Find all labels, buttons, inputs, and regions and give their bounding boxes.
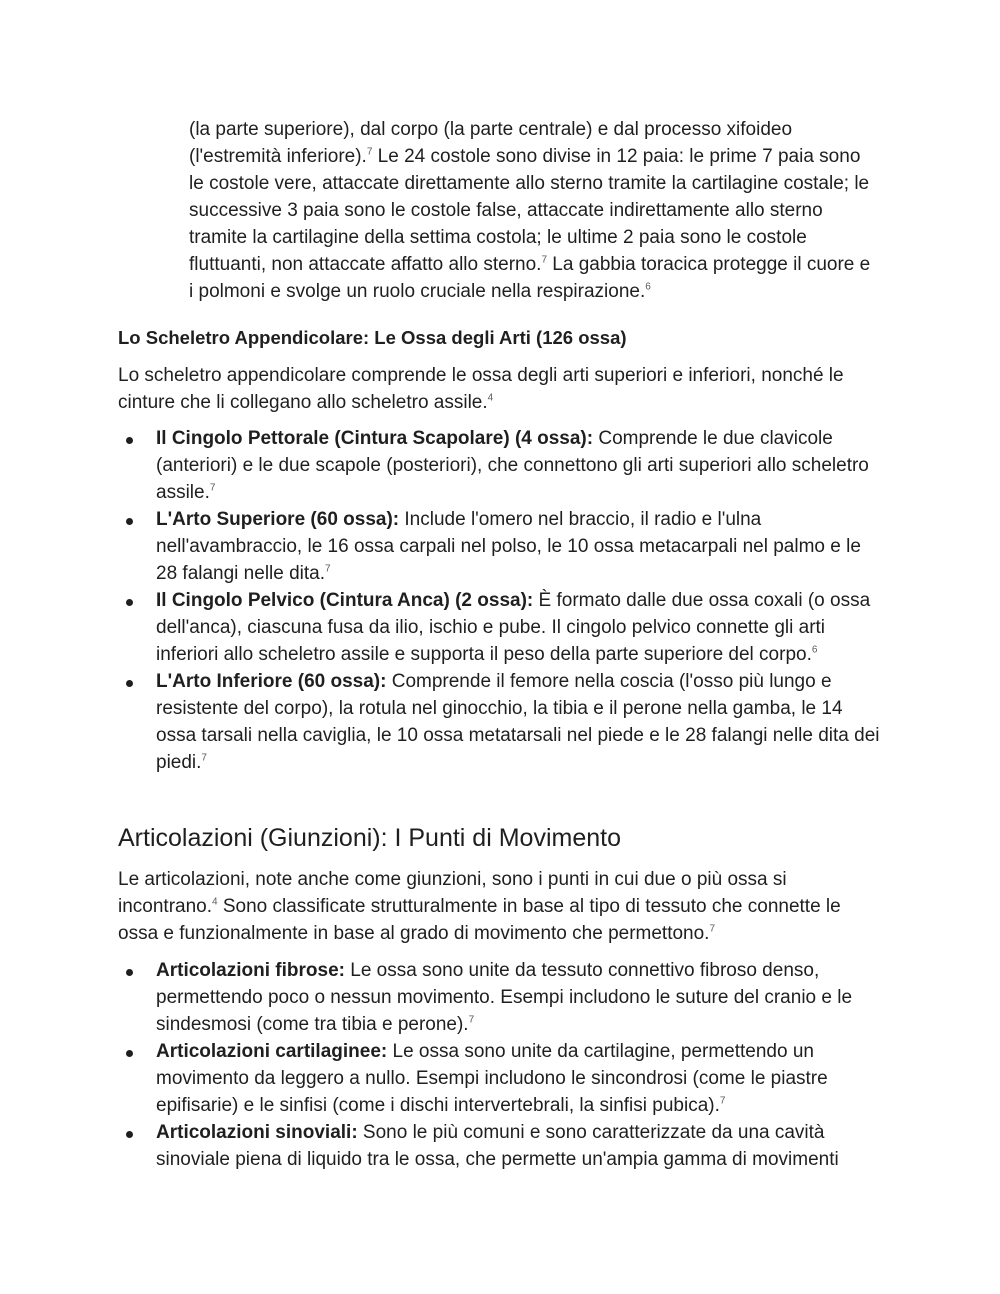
paragraph-text: Le articolazioni, note anche come giunzioni, sono i punti in cui due o più ossa si incontrano. (118, 869, 787, 917)
bullet-icon (126, 969, 133, 976)
item-text: Le ossa sono unite da tessuto connettivo fibroso denso, permettendo poco o nessun movimento. Esempi includono le suture del cranio e le sindesmosi (come tra tibia e perone). (156, 960, 853, 1035)
bullet-icon (126, 1050, 133, 1057)
item-text: È formato dalle due ossa coxali (o ossa dell'anca), ciascuna fusa da ilio, ischio e pube. Il cingolo pelvico connette gli arti inferiori allo scheletro assile e supporta il peso della parte superiore del corpo. (156, 590, 871, 665)
item-title: L'Arto Inferiore (60 ossa): (156, 671, 387, 692)
item-text: Le ossa sono unite da cartilagine, permettendo un movimento da leggero a nullo. Esempi includono le sincondrosi (come le piastre epifisarie) e le sinfisi (come i dischi intervertebrali, la sinfisi pubica). (156, 1041, 828, 1116)
citation-ref: 4 (212, 896, 218, 908)
appendicular-bullet-list (118, 425, 880, 776)
paragraph-text: (la parte superiore), dal corpo (la parte centrale) e dal processo xifoideo (l'estremità inferiore). (189, 119, 793, 167)
list-item (118, 668, 880, 776)
item-text: Comprende il femore nella coscia (l'osso più lungo e resistente del corpo), la rotula nel ginocchio, la tibia e il perone nella gamba, le 14 ossa tarsali nella caviglia, le 10 ossa metatarsali nel piede e le 28 falangi nelle dita dei piedi. (156, 671, 880, 773)
paragraph-text: Sono classificate strutturalmente in base al tipo di tessuto che connette le ossa e funzionalmente in base al grado di movimento che permettono. (118, 896, 841, 944)
bullet-icon (126, 599, 133, 606)
list-item (118, 1038, 880, 1119)
item-title: Il Cingolo Pelvico (Cintura Anca) (2 ossa): (156, 590, 534, 611)
item-title: Articolazioni sinoviali: (156, 1122, 358, 1143)
citation-ref: 6 (645, 281, 651, 293)
bullet-icon (126, 1131, 133, 1138)
list-item (118, 506, 880, 587)
item-text: Comprende le due clavicole (anteriori) e le due scapole (posteriori), che connettono gli arti superiori allo scheletro assile. (156, 428, 869, 503)
list-item (118, 587, 880, 668)
paragraph-text: La gabbia toracica protegge il cuore e i polmoni e svolge un ruolo cruciale nella respirazione. (189, 254, 871, 302)
joints-heading: Articolazioni (Giunzioni): I Punti di Movimento (118, 824, 621, 852)
appendicular-heading: Lo Scheletro Appendicolare: Le Ossa degli Arti (126 ossa) (118, 327, 627, 348)
joints-intro (118, 866, 878, 947)
list-item (118, 957, 880, 1038)
citation-ref: 7 (366, 146, 373, 158)
paragraph-text: Le 24 costole sono divise in 12 paia: le prime 7 paia sono le costole vere, attaccate direttamente allo sterno tramite la cartilagine costale; le successive 3 paia sono le costole false, attaccate indirettamente allo sterno tramite la cartilagine della settima costola; le ultime 2 paia sono le costole fluttuanti, non attaccate affatto allo sterno. (189, 146, 870, 275)
item-text: Include l'omero nel braccio, il radio e l'ulna nell'avambraccio, le 16 ossa carpali nel polso, le 10 ossa metacarpali nel palmo e le 28 falangi nelle dita. (156, 509, 861, 584)
item-title: L'Arto Superiore (60 ossa): (156, 509, 400, 530)
bullet-icon (126, 518, 133, 525)
citation-ref: 7 (719, 1095, 726, 1107)
list-item (118, 1119, 880, 1173)
citation-ref: 4 (487, 392, 494, 404)
citation-ref: 7 (209, 482, 216, 494)
citation-ref: 7 (709, 923, 716, 935)
item-title: Articolazioni fibrose: (156, 960, 345, 981)
list-item (118, 425, 880, 506)
bullet-icon (126, 437, 133, 444)
citation-ref: 7 (201, 752, 207, 764)
citation-ref: 7 (468, 1014, 475, 1026)
item-title: Il Cingolo Pettorale (Cintura Scapolare) (4 ossa): (156, 428, 594, 449)
appendicular-intro (118, 362, 878, 416)
paragraph-text: Lo scheletro appendicolare comprende le ossa degli arti superiori e inferiori, nonché le cinture che li collegano allo scheletro assile. (118, 365, 844, 413)
joints-bullet-list (118, 957, 880, 1173)
citation-ref: 7 (325, 563, 331, 575)
citation-ref: 6 (811, 644, 818, 656)
item-text: Sono le più comuni e sono caratterizzate da una cavità sinoviale piena di liquido tra le ossa, che permette un'ampia gamma di movimenti (156, 1122, 839, 1170)
bullet-icon (126, 680, 133, 687)
citation-ref: 7 (541, 254, 547, 266)
thoracic-cage-paragraph (189, 116, 879, 305)
item-title: Articolazioni cartilaginee: (156, 1041, 388, 1062)
